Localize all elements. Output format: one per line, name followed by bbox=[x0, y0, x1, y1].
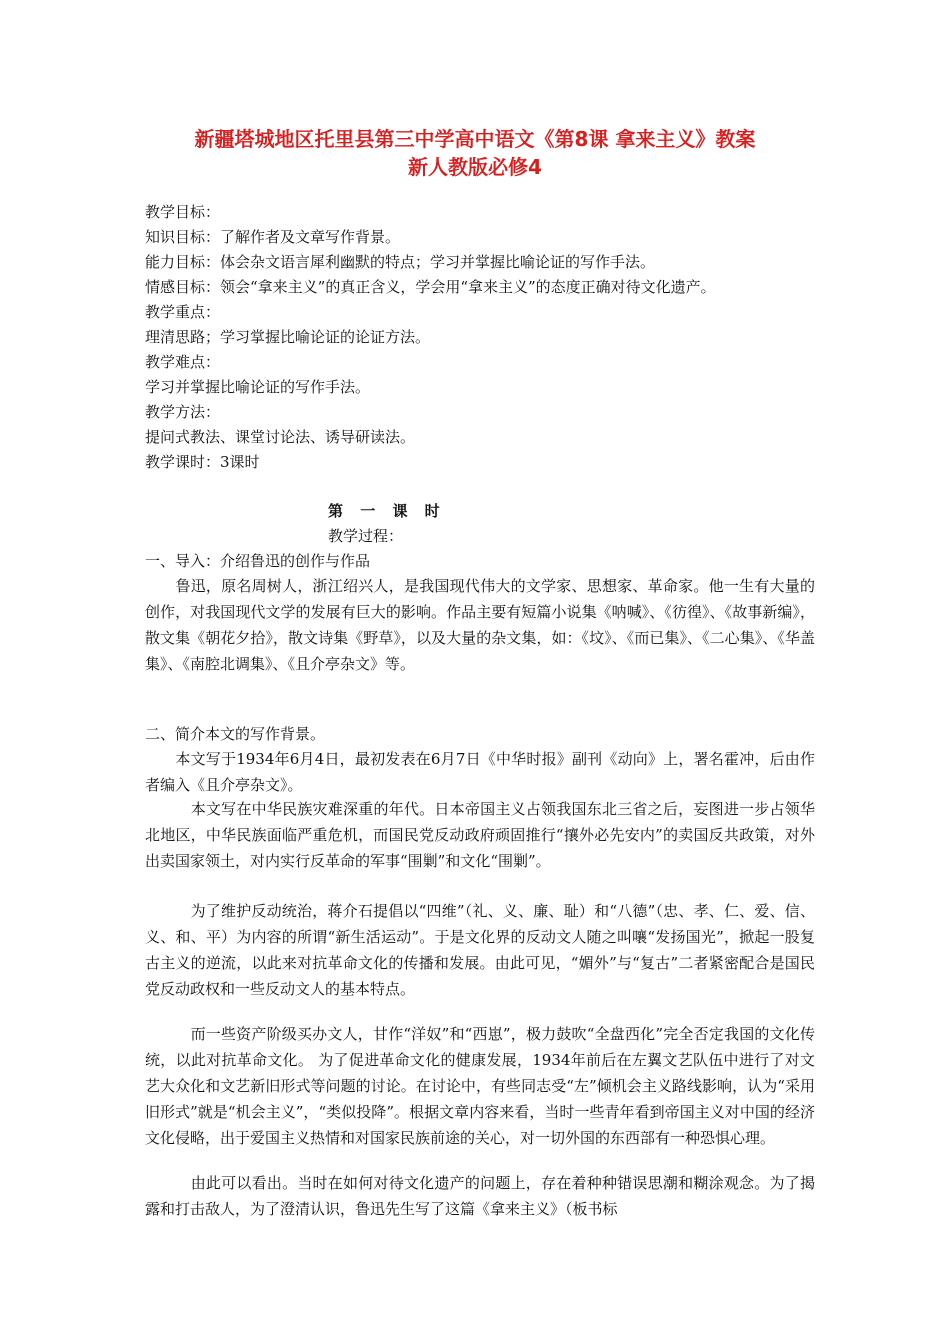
process-label: 教学过程： bbox=[328, 527, 404, 545]
objective-line: 理清思路；学习掌握比喻论证的论证方法。 bbox=[145, 328, 431, 346]
paragraph-lu-xun: 鲁迅，原名周树人，浙江绍兴人，是我国现代伟大的文学家、思想家、革命家。他一生有大量的创作，对我国现代文学的发展有巨大的影响。作品主要有短篇小说集《呐喊》、《彷徨》、《故事新编》，散文集《朝花夕拾》，散文诗集《野草》，以及大量的杂文集，如：《坟》、《而已集》、《二心集》、《华盖集》、《南腔北调集》、《且介亭杂文》等。 bbox=[145, 577, 815, 673]
doc-title-line2: 新人教版必修4 bbox=[408, 155, 542, 179]
paragraph-conclusion: 由此可以看出。当时在如何对待文化遗产的问题上，存在着种种错误思潮和糊涂观念。为了揭露和打击敌人，为了澄清认识，鲁迅先生写了这篇《拿来主义》（板书标 bbox=[145, 1174, 815, 1218]
section1-title: 一、导入：介绍鲁迅的创作与作品 bbox=[145, 552, 371, 570]
objective-line: 教学课时：3课时 bbox=[145, 453, 260, 471]
objective-line: 情感目标：领会“拿来主义”的真正含义，学会用“拿来主义”的态度正确对待文化遗产。 bbox=[145, 278, 716, 296]
objective-line: 教学目标： bbox=[145, 203, 221, 221]
paragraph-westernization: 而一些资产阶级买办文人，甘作“洋奴”和“西崽”，极力鼓吹“全盘西化”完全否定我国的文化传统，以此对抗革命文化。 为了促进革命文化的健康发展，1934年前后在左翼文艺队伍中进行了对文艺大众化和文艺新旧形式等问题的讨论。在讨论中，有些同志受“左”倾机会主义路线影响，认为“采用旧形式”就是“机会主义”，“类似投降”。根据文章内容来看，当时一些青年看到帝国主义对中国的经济文化侵略，出于爱国主义热情和对国家民族前途的关心，对一切外国的东西部有一种恐惧心理。 bbox=[145, 1025, 815, 1147]
objective-line: 教学重点： bbox=[145, 303, 221, 321]
paragraph-new-life-movement: 为了维护反动统治，蒋介石提倡以“四维”（礼、义、廉、耻）和“八德”（忠、孝、仁、爱、信、义、和、平）为内容的所谓“新生活运动”。于是文化界的反动文人随之叫嚷“发扬国光”，掀起一股复古主义的逆流，以此来对抗革命文化的传播和发展。由此可见，“媚外”与“复古”二者紧密配合是国民党反动政权和一些反动文人的基本特点。 bbox=[145, 902, 815, 998]
objective-line: 能力目标：体会杂文语言犀利幽默的特点；学习并掌握比喻论证的写作手法。 bbox=[145, 253, 656, 271]
objective-line: 学习并掌握比喻论证的写作手法。 bbox=[145, 378, 371, 396]
objective-line: 教学方法： bbox=[145, 403, 221, 421]
objective-line: 教学难点： bbox=[145, 353, 221, 371]
paragraph-background: 本文写在中华民族灾难深重的年代。日本帝国主义占领我国东北三省之后，妄图进一步占领华北地区，中华民族面临严重危机，而国民党反动政府顽固推行“攘外必先安内”的卖国反共政策，对外出卖国家领土，对内实行反革命的军事“围剿”和文化“围剿”。 bbox=[145, 800, 815, 870]
doc-title-line1: 新疆塔城地区托里县第三中学高中语文《第8课 拿来主义》教案 bbox=[194, 127, 756, 151]
section2-title: 二、简介本文的写作背景。 bbox=[145, 725, 326, 743]
objective-line: 知识目标：了解作者及文章写作背景。 bbox=[145, 228, 401, 246]
paragraph-writing-date: 本文写于1934年6月4日，最初发表在6月7日《中华时报》副刊《动向》上，署名霍冲，后由作者编入《且介亭杂文》。 bbox=[145, 750, 815, 794]
objective-line: 提问式教法、课堂讨论法、诱导研读法。 bbox=[145, 428, 416, 446]
lesson-heading: 第 一 课 时 bbox=[328, 502, 446, 520]
